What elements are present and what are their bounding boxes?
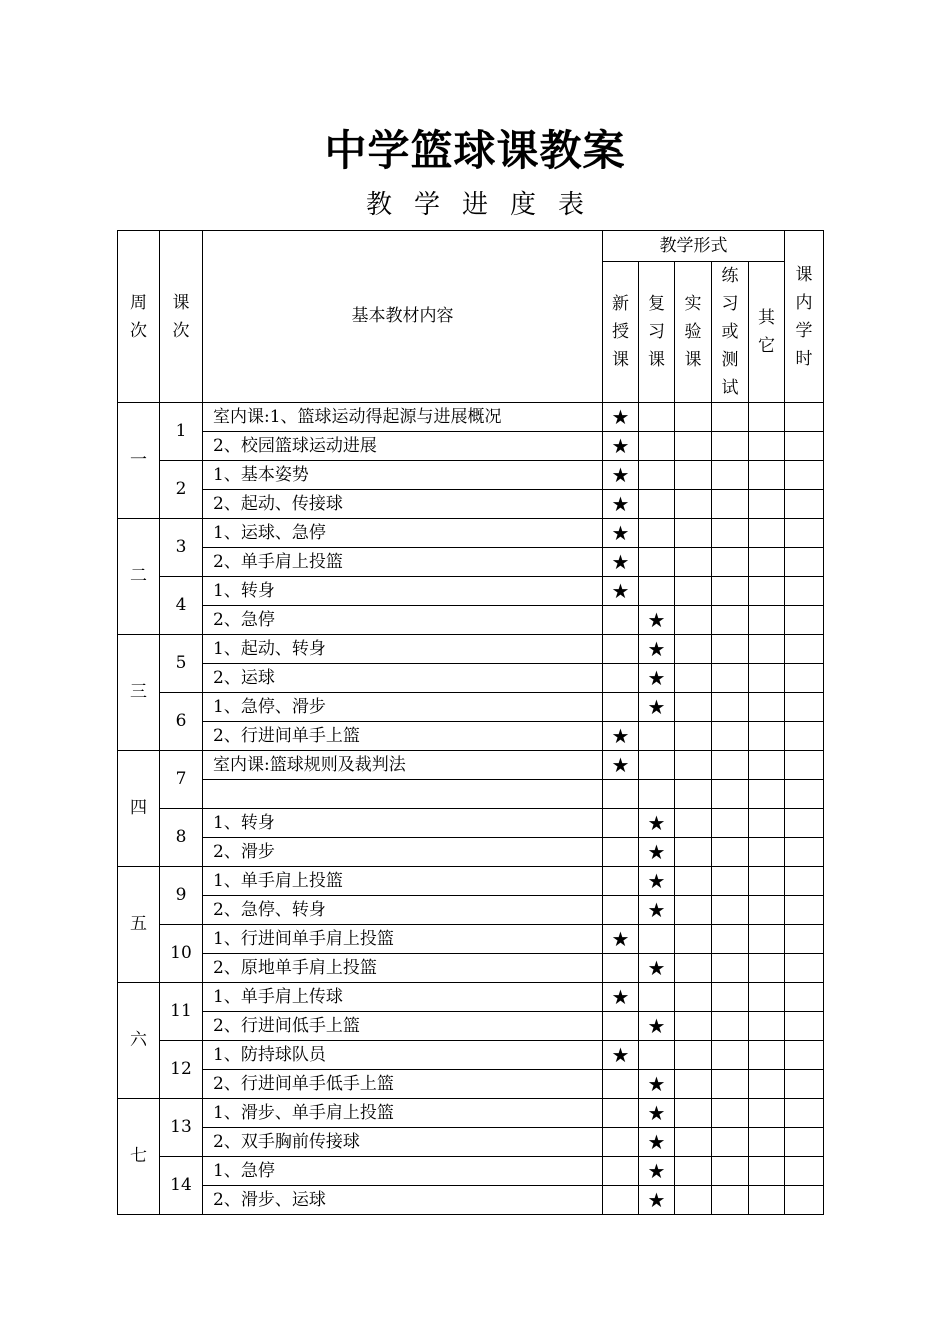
lesson-number-cell: 8: [160, 809, 203, 867]
lesson-number-cell: 12: [160, 1041, 203, 1099]
lesson-number-cell: 9: [160, 867, 203, 925]
table-row: [118, 838, 824, 867]
table-row: [118, 983, 824, 1012]
lesson-number-cell: 11: [160, 983, 203, 1041]
form-cell-practice: [712, 664, 749, 693]
form-cell-review: [639, 432, 675, 461]
form-cell-other: [749, 403, 785, 432]
form-cell-review: [639, 635, 675, 664]
form-cell-new: [603, 809, 639, 838]
form-cell-new: [603, 896, 639, 925]
form-cell-review: [639, 722, 675, 751]
content-cell: 2、原地单手肩上投篮: [203, 954, 603, 983]
content-cell: 2、急停、转身: [203, 896, 603, 925]
table-row: [118, 1070, 824, 1099]
form-cell-review: [639, 983, 675, 1012]
form-cell-practice: [712, 577, 749, 606]
form-cell-practice: [712, 751, 749, 780]
hours-cell: [785, 664, 824, 693]
hours-cell: [785, 809, 824, 838]
content-cell: 1、基本姿势: [203, 461, 603, 490]
form-cell-other: [749, 1099, 785, 1128]
content-cell: 2、行进间单手低手上篮: [203, 1070, 603, 1099]
form-cell-other: [749, 548, 785, 577]
hours-cell: [785, 519, 824, 548]
form-cell-practice: [712, 954, 749, 983]
hours-cell: [785, 722, 824, 751]
hours-cell: [785, 635, 824, 664]
form-cell-practice: [712, 983, 749, 1012]
content-cell: 1、起动、转身: [203, 635, 603, 664]
form-cell-new: [603, 664, 639, 693]
form-cell-lab: [675, 490, 712, 519]
form-cell-other: [749, 838, 785, 867]
star-icon: ★: [647, 1159, 666, 1183]
form-cell-other: [749, 1041, 785, 1070]
form-cell-review: [639, 867, 675, 896]
form-cell-practice: [712, 896, 749, 925]
form-cell-new: [603, 1157, 639, 1186]
header-form-group: 教学形式: [603, 231, 785, 262]
star-icon: ★: [647, 1014, 666, 1038]
hours-cell: [785, 548, 824, 577]
star-icon: ★: [647, 1188, 666, 1212]
content-cell: 2、急停: [203, 606, 603, 635]
form-cell-other: [749, 867, 785, 896]
form-cell-other: [749, 780, 785, 809]
form-cell-other: [749, 606, 785, 635]
form-cell-other: [749, 664, 785, 693]
content-cell: 2、运球: [203, 664, 603, 693]
week-cell: 四: [118, 751, 160, 867]
form-cell-new: [603, 954, 639, 983]
form-cell-lab: [675, 432, 712, 461]
week-cell: 六: [118, 983, 160, 1099]
form-cell-review: [639, 751, 675, 780]
star-icon: ★: [611, 405, 630, 429]
form-cell-lab: [675, 983, 712, 1012]
star-icon: ★: [647, 840, 666, 864]
content-cell: 2、行进间单手上篮: [203, 722, 603, 751]
form-cell-practice: [712, 635, 749, 664]
star-icon: ★: [647, 666, 666, 690]
hours-cell: [785, 896, 824, 925]
content-cell: 2、起动、传接球: [203, 490, 603, 519]
form-cell-practice: [712, 693, 749, 722]
star-icon: ★: [647, 869, 666, 893]
hours-cell: [785, 954, 824, 983]
form-cell-other: [749, 722, 785, 751]
star-icon: ★: [647, 811, 666, 835]
table-row: [118, 403, 824, 432]
form-cell-lab: [675, 1070, 712, 1099]
form-cell-new: [603, 867, 639, 896]
form-cell-lab: [675, 1128, 712, 1157]
hours-cell: [785, 432, 824, 461]
hours-cell: [785, 925, 824, 954]
form-cell-lab: [675, 519, 712, 548]
header-review: 复 习 课: [639, 262, 675, 403]
hours-cell: [785, 1070, 824, 1099]
form-cell-practice: [712, 519, 749, 548]
star-icon: ★: [647, 608, 666, 632]
form-cell-other: [749, 1070, 785, 1099]
content-cell: 1、急停、滑步: [203, 693, 603, 722]
form-cell-review: [639, 838, 675, 867]
form-cell-lab: [675, 780, 712, 809]
table-row: [118, 461, 824, 490]
table-row: [118, 722, 824, 751]
form-cell-new: [603, 722, 639, 751]
form-cell-review: [639, 606, 675, 635]
form-cell-review: [639, 1012, 675, 1041]
form-cell-review: [639, 925, 675, 954]
form-cell-review: [639, 461, 675, 490]
form-cell-review: [639, 1157, 675, 1186]
form-cell-new: [603, 432, 639, 461]
form-cell-other: [749, 693, 785, 722]
form-cell-other: [749, 896, 785, 925]
form-cell-new: [603, 1070, 639, 1099]
form-cell-other: [749, 1128, 785, 1157]
form-cell-practice: [712, 403, 749, 432]
form-cell-lab: [675, 1099, 712, 1128]
form-cell-lab: [675, 577, 712, 606]
document-title: 中学篮球课教案: [324, 126, 626, 175]
content-cell: 室内课:篮球规则及裁判法: [203, 751, 603, 780]
hours-cell: [785, 867, 824, 896]
form-cell-practice: [712, 1186, 749, 1215]
star-icon: ★: [611, 1043, 630, 1067]
form-cell-lab: [675, 693, 712, 722]
lesson-number-cell: 6: [160, 693, 203, 751]
form-cell-new: [603, 635, 639, 664]
form-cell-lab: [675, 925, 712, 954]
hours-cell: [785, 1157, 824, 1186]
form-cell-lab: [675, 635, 712, 664]
table-row: [118, 809, 824, 838]
table-row: [118, 867, 824, 896]
lesson-number-cell: 10: [160, 925, 203, 983]
content-cell: 1、防持球队员: [203, 1041, 603, 1070]
form-cell-lab: [675, 896, 712, 925]
form-cell-practice: [712, 722, 749, 751]
hours-cell: [785, 1041, 824, 1070]
form-cell-other: [749, 954, 785, 983]
lesson-number-cell: 1: [160, 403, 203, 461]
hours-cell: [785, 1128, 824, 1157]
form-cell-new: [603, 490, 639, 519]
week-cell: 三: [118, 635, 160, 751]
form-cell-lab: [675, 1186, 712, 1215]
form-cell-lab: [675, 606, 712, 635]
form-cell-practice: [712, 1070, 749, 1099]
table-row: [118, 432, 824, 461]
form-cell-review: [639, 954, 675, 983]
star-icon: ★: [647, 695, 666, 719]
week-cell: 七: [118, 1099, 160, 1215]
form-cell-new: [603, 577, 639, 606]
table-row: [118, 1157, 824, 1186]
schedule-table: [117, 230, 824, 1215]
form-cell-other: [749, 490, 785, 519]
lesson-number-cell: 13: [160, 1099, 203, 1157]
star-icon: ★: [611, 434, 630, 458]
form-cell-lab: [675, 867, 712, 896]
form-cell-review: [639, 490, 675, 519]
form-cell-new: [603, 751, 639, 780]
form-cell-new: [603, 925, 639, 954]
table-row: [118, 1186, 824, 1215]
form-cell-new: [603, 1128, 639, 1157]
form-cell-new: [603, 1099, 639, 1128]
hours-cell: [785, 1099, 824, 1128]
form-cell-review: [639, 780, 675, 809]
content-cell: 2、行进间低手上篮: [203, 1012, 603, 1041]
form-cell-review: [639, 548, 675, 577]
form-cell-review: [639, 1099, 675, 1128]
header-week: 周 次: [118, 231, 160, 403]
form-cell-other: [749, 577, 785, 606]
star-icon: ★: [611, 579, 630, 603]
lesson-number-cell: 7: [160, 751, 203, 809]
hours-cell: [785, 1186, 824, 1215]
content-cell: 2、校园篮球运动进展: [203, 432, 603, 461]
content-cell: 1、单手肩上投篮: [203, 867, 603, 896]
header-new: 新 授 课: [603, 262, 639, 403]
form-cell-practice: [712, 432, 749, 461]
form-cell-new: [603, 983, 639, 1012]
form-cell-other: [749, 635, 785, 664]
form-cell-lab: [675, 838, 712, 867]
form-cell-lab: [675, 954, 712, 983]
hours-cell: [785, 983, 824, 1012]
hours-cell: [785, 403, 824, 432]
form-cell-lab: [675, 751, 712, 780]
form-cell-review: [639, 809, 675, 838]
table-row: [118, 751, 824, 780]
form-cell-lab: [675, 548, 712, 577]
star-icon: ★: [647, 1130, 666, 1154]
star-icon: ★: [647, 898, 666, 922]
form-cell-other: [749, 751, 785, 780]
form-cell-new: [603, 780, 639, 809]
content-cell: 1、行进间单手肩上投篮: [203, 925, 603, 954]
table-row: [118, 519, 824, 548]
form-cell-new: [603, 548, 639, 577]
form-cell-review: [639, 1128, 675, 1157]
table-row: [118, 954, 824, 983]
header-lesson: 课 次: [160, 231, 203, 403]
content-cell: 2、滑步: [203, 838, 603, 867]
table-row: [118, 606, 824, 635]
form-cell-review: [639, 664, 675, 693]
lesson-number-cell: 2: [160, 461, 203, 519]
table-row: [118, 635, 824, 664]
star-icon: ★: [611, 550, 630, 574]
form-cell-practice: [712, 1157, 749, 1186]
table-row: [118, 780, 824, 809]
form-cell-practice: [712, 838, 749, 867]
hours-cell: [785, 490, 824, 519]
header-lab: 实 验 课: [675, 262, 712, 403]
form-cell-practice: [712, 867, 749, 896]
content-cell: 1、单手肩上传球: [203, 983, 603, 1012]
hours-cell: [785, 693, 824, 722]
star-icon: ★: [647, 637, 666, 661]
form-cell-practice: [712, 490, 749, 519]
form-cell-practice: [712, 461, 749, 490]
content-cell: 2、单手肩上投篮: [203, 548, 603, 577]
form-cell-lab: [675, 403, 712, 432]
form-cell-review: [639, 1186, 675, 1215]
form-cell-new: [603, 1186, 639, 1215]
header-practice: 练 习 或 测 试: [712, 262, 749, 403]
table-row: [118, 896, 824, 925]
star-icon: ★: [647, 1072, 666, 1096]
form-cell-practice: [712, 548, 749, 577]
lesson-number-cell: 5: [160, 635, 203, 693]
form-cell-review: [639, 577, 675, 606]
form-cell-practice: [712, 925, 749, 954]
hours-cell: [785, 838, 824, 867]
form-cell-new: [603, 1041, 639, 1070]
form-cell-lab: [675, 809, 712, 838]
star-icon: ★: [611, 724, 630, 748]
form-cell-new: [603, 838, 639, 867]
hours-cell: [785, 1012, 824, 1041]
week-cell: 五: [118, 867, 160, 983]
table-row: [118, 1041, 824, 1070]
star-icon: ★: [647, 956, 666, 980]
hours-cell: [785, 780, 824, 809]
form-cell-other: [749, 1012, 785, 1041]
form-cell-lab: [675, 461, 712, 490]
form-cell-other: [749, 432, 785, 461]
lesson-number-cell: 14: [160, 1157, 203, 1215]
star-icon: ★: [611, 753, 630, 777]
form-cell-lab: [675, 664, 712, 693]
form-cell-practice: [712, 809, 749, 838]
form-cell-practice: [712, 780, 749, 809]
form-cell-lab: [675, 1041, 712, 1070]
content-cell: 2、双手胸前传接球: [203, 1128, 603, 1157]
table-row: [118, 925, 824, 954]
lesson-number-cell: 3: [160, 519, 203, 577]
form-cell-new: [603, 693, 639, 722]
content-cell: 1、运球、急停: [203, 519, 603, 548]
form-cell-new: [603, 1012, 639, 1041]
form-cell-lab: [675, 722, 712, 751]
form-cell-review: [639, 403, 675, 432]
content-cell: 室内课:1、篮球运动得起源与进展概况: [203, 403, 603, 432]
header-content: 基本教材内容: [203, 231, 603, 403]
table-row: [118, 577, 824, 606]
lesson-number-cell: 4: [160, 577, 203, 635]
hours-cell: [785, 606, 824, 635]
content-cell: 2、滑步、运球: [203, 1186, 603, 1215]
form-cell-review: [639, 896, 675, 925]
content-cell: 1、急停: [203, 1157, 603, 1186]
hours-cell: [785, 461, 824, 490]
form-cell-lab: [675, 1012, 712, 1041]
week-cell: 一: [118, 403, 160, 519]
form-cell-new: [603, 519, 639, 548]
form-cell-practice: [712, 1128, 749, 1157]
star-icon: ★: [647, 1101, 666, 1125]
header-other: 其 它: [749, 262, 785, 403]
form-cell-practice: [712, 1012, 749, 1041]
star-icon: ★: [611, 463, 630, 487]
form-cell-other: [749, 1157, 785, 1186]
document-subtitle: 教学进度表: [365, 190, 606, 220]
table-row: [118, 548, 824, 577]
table-row: [118, 664, 824, 693]
form-cell-review: [639, 1070, 675, 1099]
form-cell-review: [639, 519, 675, 548]
form-cell-other: [749, 809, 785, 838]
star-icon: ★: [611, 521, 630, 545]
form-cell-new: [603, 461, 639, 490]
table-row: [118, 693, 824, 722]
content-cell: [203, 780, 603, 809]
form-cell-review: [639, 693, 675, 722]
form-cell-practice: [712, 606, 749, 635]
content-cell: 1、滑步、单手肩上投篮: [203, 1099, 603, 1128]
form-cell-lab: [675, 1157, 712, 1186]
table-row: [118, 1128, 824, 1157]
form-cell-new: [603, 606, 639, 635]
form-cell-new: [603, 403, 639, 432]
content-cell: 1、转身: [203, 809, 603, 838]
form-cell-other: [749, 461, 785, 490]
star-icon: ★: [611, 927, 630, 951]
form-cell-practice: [712, 1041, 749, 1070]
form-cell-other: [749, 983, 785, 1012]
hours-cell: [785, 577, 824, 606]
form-cell-review: [639, 1041, 675, 1070]
hours-cell: [785, 751, 824, 780]
table-row: [118, 1012, 824, 1041]
content-cell: 1、转身: [203, 577, 603, 606]
form-cell-other: [749, 519, 785, 548]
form-cell-other: [749, 925, 785, 954]
header-hours: 课 内 学 时: [785, 231, 824, 403]
table-row: [118, 490, 824, 519]
form-cell-practice: [712, 1099, 749, 1128]
star-icon: ★: [611, 492, 630, 516]
week-cell: 二: [118, 519, 160, 635]
star-icon: ★: [611, 985, 630, 1009]
form-cell-other: [749, 1186, 785, 1215]
table-row: [118, 1099, 824, 1128]
